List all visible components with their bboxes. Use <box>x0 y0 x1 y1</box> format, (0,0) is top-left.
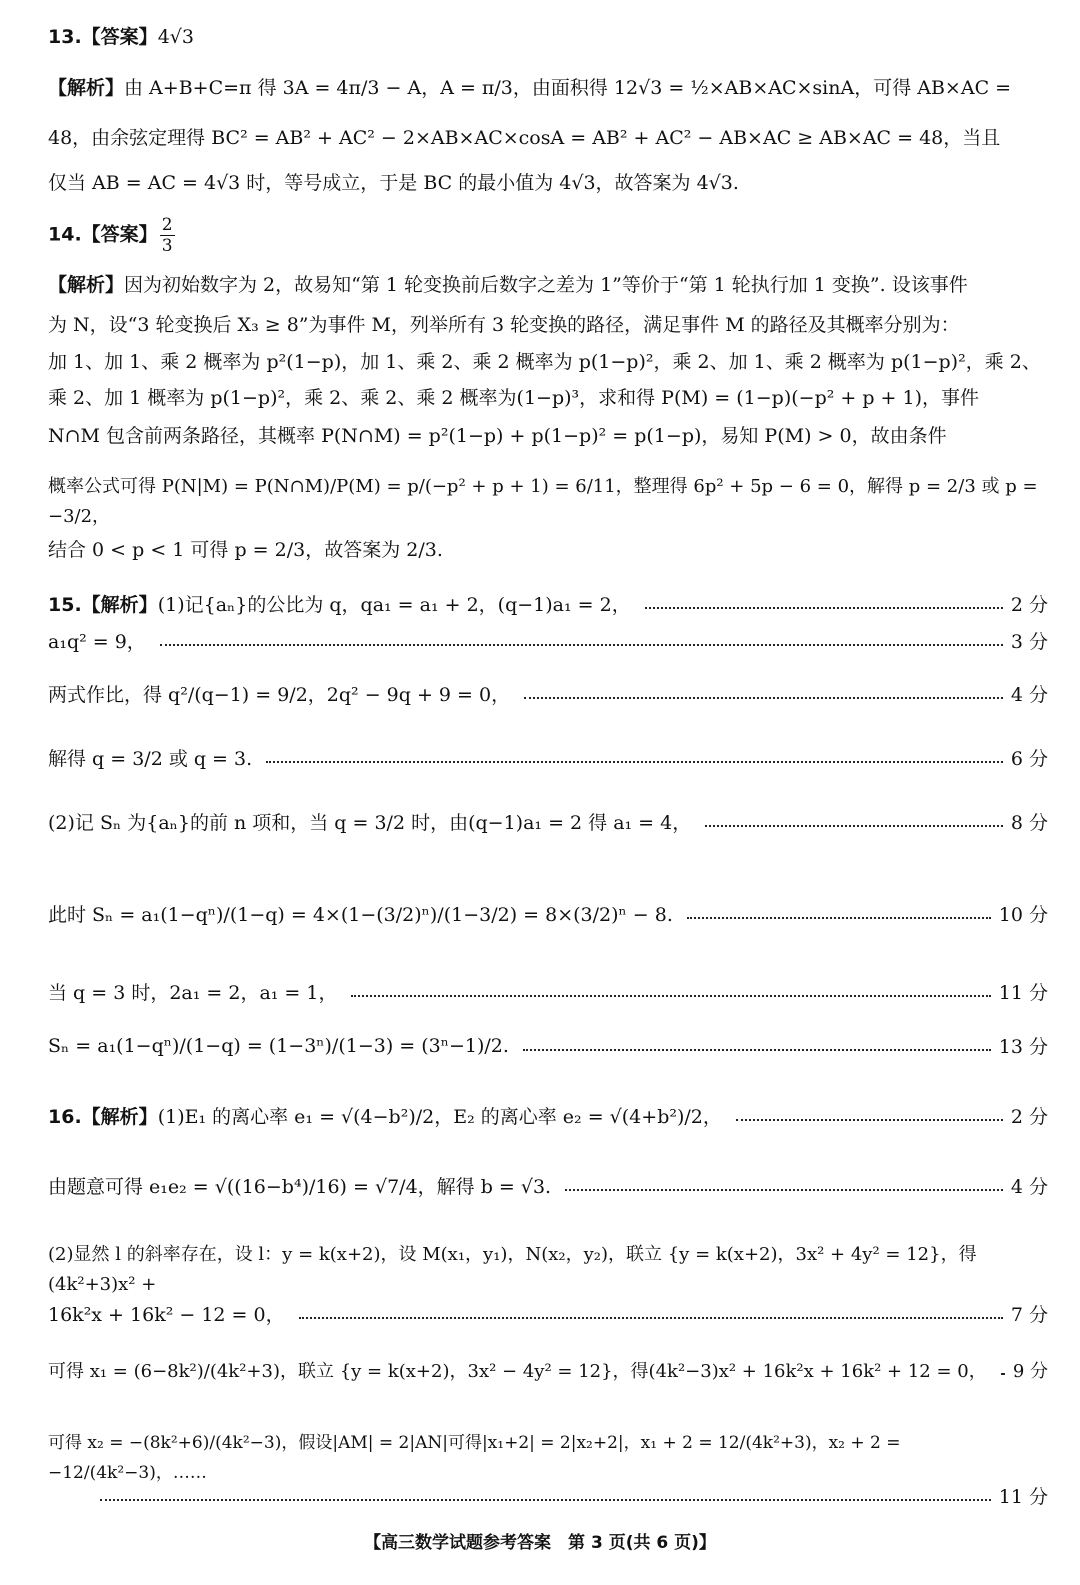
q16-step-6: 可得 x₂ = −(8k²+6)/(4k²−3)，假设|AM| = 2|AN|可得|x₁+2| = 2|x₂+2|，x₁ + 2 = 12/(4k²+3)，x₂ + 2 = −12/(4k²−3)，…… <box>48 1433 901 1483</box>
analysis-tag: 【解析】 <box>81 594 158 616</box>
analysis-text: 由 A+B+C=π 得 3A = 4π/3 − A，A = π/3，由面积得 12√3 = ½×AB×AC×sinA，可得 AB×AC = <box>124 77 1012 99</box>
answer-fraction: $\frac{2}{3}$ <box>161 215 173 256</box>
q15-step-2 <box>48 627 1048 654</box>
question-number: 15. <box>48 594 82 616</box>
step-text: (2)记 Sₙ 为{aₙ}的前 n 项和，当 q = 3/2 时，由(q−1)a₁ = 2 得 a₁ = 4， <box>48 812 692 834</box>
answer-tag: 【答案】 <box>81 223 158 246</box>
analysis-text: 因为初始数字为 2，故易知“第 1 轮变换前后数字之差为 1”等价于“第 1 轮执行加 1 变换”. 设该事件 <box>124 274 968 296</box>
step-text: 解得 q = 3/2 或 q = 3. <box>48 748 253 770</box>
q16-step-7 <box>100 1482 1048 1509</box>
q14-analysis-line-3: 加 1、加 1、乘 2 概率为 p²(1−p)，加 1、乘 2、乘 2 概率为 p(1−p)²，乘 2、加 1、乘 2 概率为 p(1−p)²，乘 2、 <box>48 351 1041 373</box>
dot-leader <box>523 1049 991 1051</box>
q13-answer-line <box>48 22 1048 52</box>
score-label: 8 分 <box>1010 812 1048 834</box>
q16-step-1 <box>48 1102 1048 1129</box>
q14-analysis-line-5: N∩M 包含前两条路径，其概率 P(N∩M) = p²(1−p) + p(1−p)² = p(1−p)，易知 P(M) > 0，故由条件 <box>48 425 947 447</box>
q14-analysis-line-7: 结合 0 < p < 1 可得 p = 2/3，故答案为 2/3. <box>48 539 443 561</box>
q15-step-6 <box>48 900 1048 927</box>
step-text: (1)记{aₙ}的公比为 q，qa₁ = a₁ + 2，(q−1)a₁ = 2， <box>157 594 631 616</box>
dot-leader <box>736 1119 1003 1121</box>
score-label: 10 分 <box>998 904 1048 926</box>
step-text: a₁q² = 9， <box>48 631 146 653</box>
q15-step-1 <box>48 590 1048 617</box>
dot-leader <box>351 995 990 997</box>
q13-analysis-line-3: 仅当 AB = AC = 4√3 时，等号成立，于是 BC 的最小值为 4√3，故答案为 4√3. <box>48 172 739 194</box>
score-label: 4 分 <box>1010 1176 1048 1198</box>
q15-step-7 <box>48 978 1048 1005</box>
dot-leader <box>645 607 1003 609</box>
q15-step-3 <box>48 680 1048 707</box>
q15-step-5 <box>48 808 1048 835</box>
q13-analysis-line-1 <box>48 73 1048 103</box>
dot-leader <box>160 644 1003 646</box>
score-label: 2 分 <box>1010 594 1048 616</box>
score-label: 4 分 <box>1010 684 1048 706</box>
q15-step-8 <box>48 1032 1048 1059</box>
dot-leader <box>266 761 1003 763</box>
score-label: 6 分 <box>1010 748 1048 770</box>
page-footer: 【高三数学试题参考答案 第 3 页(共 6 页)】 <box>364 1533 716 1553</box>
q14-analysis-line-2: 为 N，设“3 轮变换后 X₃ ≥ 8”为事件 M，列举所有 3 轮变换的路径，满足事件 M 的路径及其概率分别为： <box>48 314 960 336</box>
score-label: 2 分 <box>1010 1106 1048 1128</box>
score-label: 13 分 <box>998 1036 1048 1058</box>
question-number: 13. <box>48 26 82 48</box>
q14-analysis-line-6: 概率公式可得 P(N|M) = P(N∩M)/P(M) = p/(−p² + p + 1) = 6/11，整理得 6p² + 5p − 6 = 0，解得 p = 2/3 或 p = −3/2， <box>48 476 1038 527</box>
q14-analysis-line-4: 乘 2、加 1 概率为 p(1−p)²，乘 2、乘 2、乘 2 概率为(1−p)³，求和得 P(M) = (1−p)(−p² + p + 1)，事件 <box>48 387 980 409</box>
step-text: 此时 Sₙ = a₁(1−qⁿ)/(1−q) = 4×(1−(3/2)ⁿ)/(1−3/2) = 8×(3/2)ⁿ − 8. <box>48 904 673 926</box>
score-label: 11 分 <box>998 982 1048 1004</box>
q16-step-2 <box>48 1172 1048 1199</box>
answer-value: 4√3 <box>157 26 194 48</box>
step-text: (1)E₁ 的离心率 e₁ = √(4−b²)/2，E₂ 的离心率 e₂ = √(4+b²)/2， <box>157 1106 722 1128</box>
step-text: 当 q = 3 时，2a₁ = 2，a₁ = 1， <box>48 982 338 1004</box>
score-label: 9 分 <box>1012 1361 1048 1382</box>
question-number: 16. <box>48 1106 82 1128</box>
answer-tag: 【答案】 <box>81 26 158 48</box>
dot-leader <box>1001 1373 1005 1375</box>
question-number: 14. <box>48 223 82 246</box>
step-text: Sₙ = a₁(1−qⁿ)/(1−q) = (1−3ⁿ)/(1−3) = (3ⁿ−1)/2. <box>48 1034 509 1057</box>
dot-leader <box>299 1317 1003 1319</box>
step-text: 两式作比，得 q²/(q−1) = 9/2，2q² − 9q + 9 = 0， <box>48 684 511 706</box>
step-text: 16k²x + 16k² − 12 = 0， <box>48 1304 285 1326</box>
q14-analysis-line-1 <box>48 270 1048 300</box>
analysis-tag: 【解析】 <box>48 274 125 296</box>
q13-analysis-line-2: 48，由余弦定理得 BC² = AB² + AC² − 2×AB×AC×cosA = AB² + AC² − AB×AC ≥ AB×AC = 48，当且 <box>48 127 1001 149</box>
analysis-tag: 【解析】 <box>48 77 125 99</box>
score-label: 11 分 <box>998 1486 1048 1508</box>
q16-step-5 <box>48 1357 1048 1383</box>
q16-step-3: (2)显然 l 的斜率存在，设 l：y = k(x+2)，设 M(x₁，y₁)，N(x₂，y₂)，联立 {y = k(x+2)，3x² + 4y² = 12}，得(4k²+3)x² + <box>48 1244 977 1295</box>
dot-leader <box>100 1499 991 1501</box>
dot-leader <box>705 825 1003 827</box>
q16-step-4 <box>48 1300 1048 1327</box>
step-text: 可得 x₁ = (6−8k²)/(4k²+3)，联立 {y = k(x+2)，3x² − 4y² = 12}，得(4k²−3)x² + 16k²x + 16k² + 12 = 0， <box>48 1361 987 1382</box>
q15-step-4 <box>48 744 1048 771</box>
score-label: 7 分 <box>1010 1304 1048 1326</box>
dot-leader <box>524 697 1003 699</box>
step-text: 由题意可得 e₁e₂ = √((16−b⁴)/16) = √7/4，解得 b = √3. <box>48 1176 552 1198</box>
q14-answer-line <box>48 215 1048 256</box>
analysis-tag: 【解析】 <box>81 1106 158 1128</box>
dot-leader <box>565 1189 1003 1191</box>
score-label: 3 分 <box>1010 631 1048 653</box>
dot-leader <box>687 917 991 919</box>
